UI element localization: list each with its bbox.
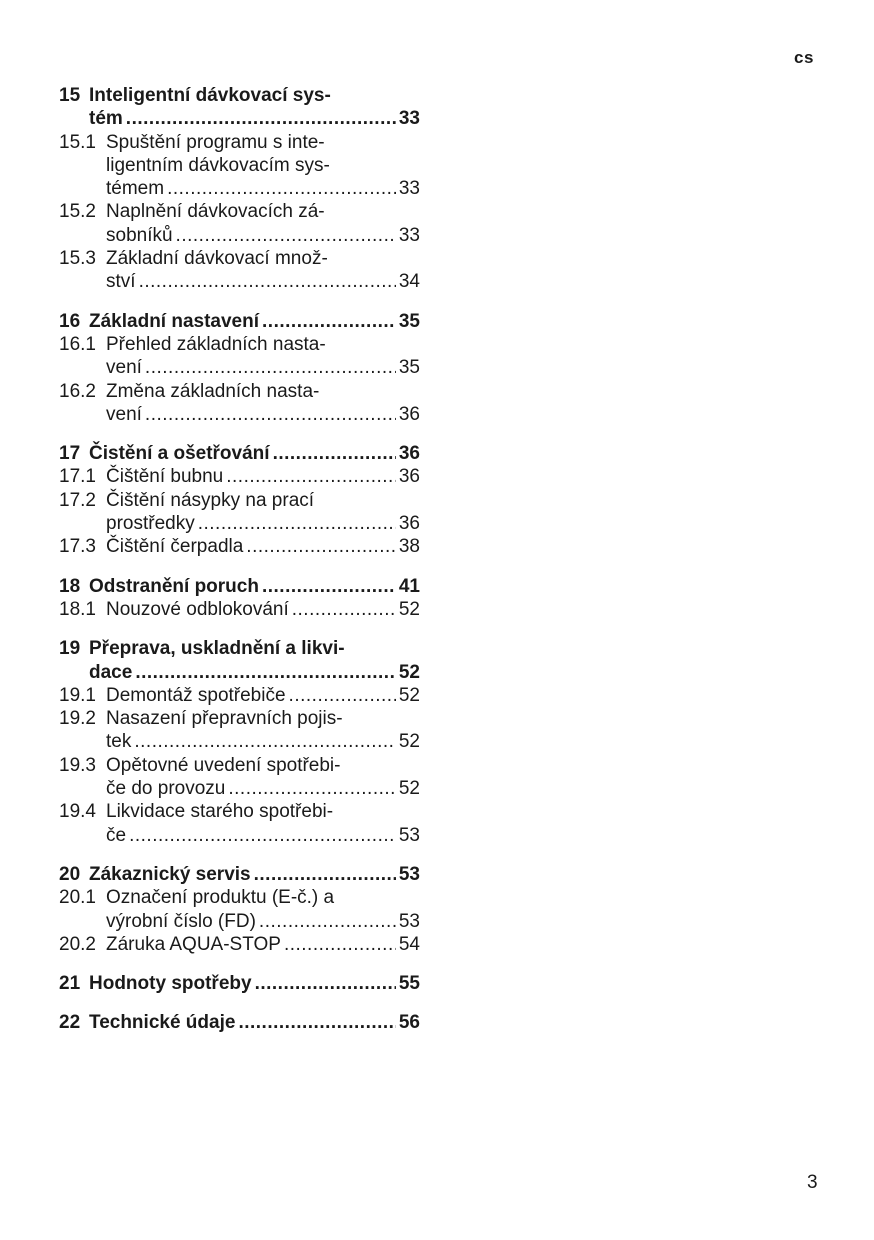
toc-entry-title: prostředky (106, 513, 195, 535)
toc-page-number: 53 (398, 910, 420, 932)
dot-leader (126, 107, 396, 130)
toc-subsection-entry[interactable] (59, 707, 420, 754)
toc-entry-number: 16.2 (59, 380, 96, 402)
toc-subsection-entry[interactable] (59, 535, 420, 558)
toc-page-number: 53 (398, 824, 420, 846)
toc-entry-title: Odstranění poruch (89, 575, 259, 597)
toc-chapter-entry[interactable] (59, 442, 420, 465)
toc-entry-title: Čištění bubnu (106, 466, 224, 488)
toc-entry-title: Záruka AQUA-STOP (106, 933, 281, 955)
toc-entry-title: ství (106, 271, 136, 293)
dot-leader (176, 224, 396, 247)
table-of-contents (59, 84, 420, 1051)
toc-section (59, 1011, 420, 1034)
toc-page-number: 56 (398, 1012, 420, 1034)
toc-entry-number: 17 (59, 443, 81, 465)
toc-subsection-entry[interactable] (59, 684, 420, 707)
toc-subsection-entry[interactable] (59, 465, 420, 488)
toc-entry-title: če (106, 824, 127, 846)
toc-entry-number: 17.3 (59, 536, 96, 558)
toc-section (59, 863, 420, 956)
toc-page-number: 38 (398, 536, 420, 558)
dot-leader (198, 512, 396, 535)
language-code: cs (794, 48, 814, 67)
toc-page-number: 52 (398, 684, 420, 706)
toc-section (59, 442, 420, 558)
dot-leader (134, 730, 396, 753)
toc-page-number: 35 (398, 357, 420, 379)
toc-subsection-entry[interactable] (59, 489, 420, 536)
dot-leader (292, 598, 396, 621)
toc-entry-title: sobníků (106, 224, 173, 246)
dot-leader (228, 777, 396, 800)
toc-entry-title: Inteligentní dávkovací sys- (89, 85, 331, 106)
toc-entry-title: vení (106, 357, 142, 379)
toc-chapter-entry[interactable] (59, 863, 420, 886)
dot-leader (273, 442, 396, 465)
dot-leader (255, 972, 396, 995)
toc-page-number: 33 (398, 224, 420, 246)
toc-chapter-entry[interactable] (59, 575, 420, 598)
toc-subsection-entry[interactable] (59, 380, 420, 427)
toc-entry-title: Čištění násypky na prací (106, 489, 315, 511)
dot-leader (284, 933, 396, 956)
toc-subsection-entry[interactable] (59, 933, 420, 956)
toc-entry-title: Technické údaje (89, 1012, 236, 1034)
toc-subsection-entry[interactable] (59, 131, 420, 201)
toc-entry-number: 15.3 (59, 248, 96, 270)
toc-entry-number: 20.2 (59, 933, 96, 955)
toc-entry-title: tém (89, 108, 123, 130)
toc-subsection-entry[interactable] (59, 247, 420, 294)
toc-chapter-entry[interactable] (59, 1011, 420, 1034)
toc-entry-title: Nouzové odblokování (106, 598, 289, 620)
toc-page-number: 33 (398, 178, 420, 200)
toc-entry-number: 18 (59, 575, 81, 597)
toc-page-number: 36 (398, 403, 420, 425)
toc-entry-number: 17.1 (59, 466, 96, 488)
toc-page-number: 52 (398, 598, 420, 620)
toc-page-number: 52 (398, 778, 420, 800)
toc-entry-number: 15.2 (59, 201, 96, 223)
toc-entry-title: Základní dávkovací množ- (106, 248, 328, 270)
toc-section (59, 575, 420, 622)
toc-entry-number: 20.1 (59, 887, 96, 909)
toc-entry-title: Demontáž spotřebiče (106, 684, 286, 706)
toc-section (59, 637, 420, 847)
toc-page-number: 41 (398, 575, 420, 597)
dot-leader (129, 824, 396, 847)
toc-entry-number: 19.3 (59, 754, 96, 776)
toc-entry-title: výrobní číslo (FD) (106, 910, 256, 932)
toc-entry-title: Opětovné uvedení spotřebi- (106, 754, 341, 776)
toc-entry-number: 16.1 (59, 333, 96, 355)
toc-entry-number: 20 (59, 863, 81, 885)
toc-entry-title: Spuštění programu s inte- (106, 131, 325, 153)
dot-leader (246, 535, 396, 558)
toc-entry-title: Čistění a ošetřování (89, 443, 270, 465)
toc-entry-title: ligentním dávkovacím sys- (106, 154, 330, 176)
toc-entry-number: 15.1 (59, 131, 96, 153)
toc-entry-title: Hodnoty spotřeby (89, 973, 252, 995)
toc-section (59, 972, 420, 995)
toc-subsection-entry[interactable] (59, 200, 420, 247)
dot-leader (262, 310, 396, 333)
toc-page-number: 52 (398, 661, 420, 683)
toc-subsection-entry[interactable] (59, 333, 420, 380)
toc-page-number: 34 (398, 271, 420, 293)
toc-page-number: 35 (398, 310, 420, 332)
toc-chapter-entry[interactable] (59, 84, 420, 131)
toc-subsection-entry[interactable] (59, 800, 420, 847)
toc-section (59, 84, 420, 294)
page-number: 3 (807, 1172, 818, 1193)
toc-entry-title: Čištění čerpadla (106, 536, 244, 558)
toc-entry-title: Základní nastavení (89, 310, 260, 332)
toc-entry-number: 15 (59, 85, 81, 106)
toc-entry-title: Nasazení přepravních pojis- (106, 708, 343, 730)
dot-leader (226, 465, 396, 488)
toc-entry-title: Zákaznický servis (89, 863, 251, 885)
toc-page-number: 33 (398, 108, 420, 130)
toc-subsection-entry[interactable] (59, 598, 420, 621)
toc-entry-title: Změna základních nasta- (106, 380, 320, 402)
dot-leader (259, 910, 396, 933)
toc-chapter-entry[interactable] (59, 310, 420, 333)
toc-page-number: 52 (398, 731, 420, 753)
dot-leader (145, 403, 396, 426)
toc-page-number: 36 (398, 513, 420, 535)
dot-leader (289, 684, 396, 707)
toc-entry-number: 16 (59, 310, 81, 332)
toc-entry-title: Přeprava, uskladnění a likvi- (89, 638, 345, 660)
toc-entry-title: Přehled základních nasta- (106, 333, 326, 355)
dot-leader (238, 1011, 395, 1034)
dot-leader (135, 661, 396, 684)
toc-entry-number: 21 (59, 973, 81, 995)
toc-entry-title: tek (106, 731, 132, 753)
toc-chapter-entry[interactable] (59, 637, 420, 684)
dot-leader (139, 270, 396, 293)
toc-entry-title: Likvidace starého spotřebi- (106, 801, 334, 823)
toc-page-number: 36 (398, 443, 420, 465)
toc-entry-title: dace (89, 661, 133, 683)
toc-entry-title: Označení produktu (E-č.) a (106, 887, 335, 909)
toc-entry-number: 18.1 (59, 598, 96, 620)
toc-entry-number: 19.1 (59, 684, 96, 706)
toc-subsection-entry[interactable] (59, 886, 420, 933)
dot-leader (254, 863, 396, 886)
toc-entry-title: Naplnění dávkovacích zá- (106, 201, 325, 223)
toc-subsection-entry[interactable] (59, 754, 420, 801)
toc-entry-title: témem (106, 178, 165, 200)
dot-leader (262, 575, 396, 598)
toc-chapter-entry[interactable] (59, 972, 420, 995)
toc-entry-number: 19.2 (59, 708, 96, 730)
toc-entry-number: 22 (59, 1012, 81, 1034)
toc-entry-number: 19 (59, 638, 81, 660)
toc-page-number: 36 (398, 466, 420, 488)
toc-page-number: 54 (398, 933, 420, 955)
toc-section (59, 310, 420, 426)
toc-page-number: 55 (398, 973, 420, 995)
toc-entry-number: 19.4 (59, 801, 96, 823)
toc-entry-title: vení (106, 403, 142, 425)
toc-page-number: 53 (398, 863, 420, 885)
toc-entry-title: če do provozu (106, 778, 226, 800)
dot-leader (145, 356, 396, 379)
toc-entry-number: 17.2 (59, 489, 96, 511)
dot-leader (167, 177, 396, 200)
